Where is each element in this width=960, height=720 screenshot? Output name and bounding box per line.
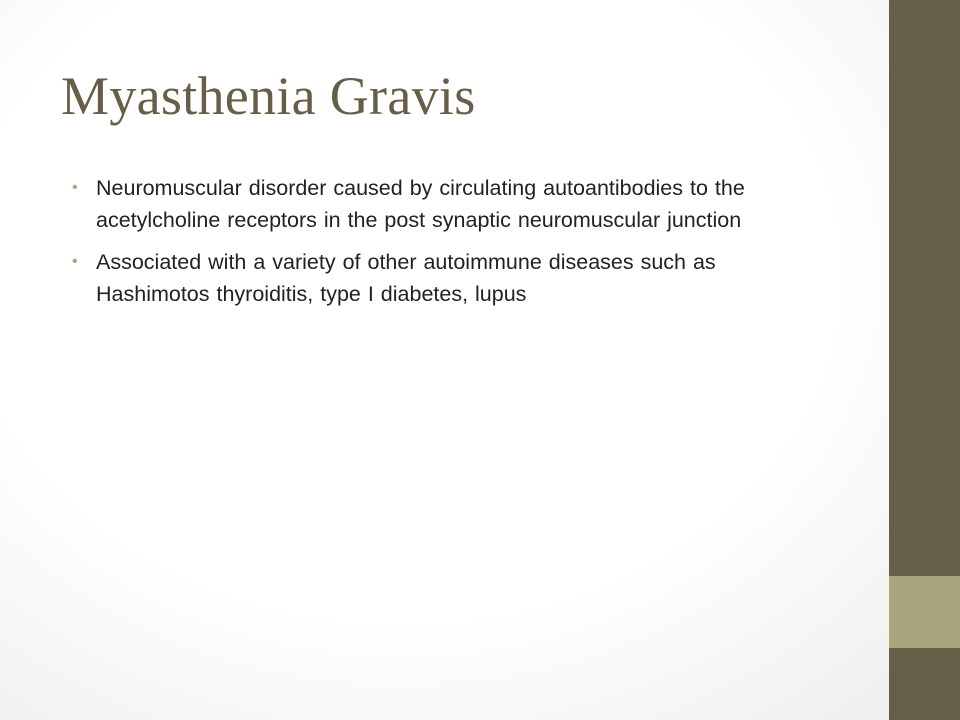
slide-title: Myasthenia Gravis [61, 66, 476, 126]
bullet-text: Associated with a variety of other autoimmune diseases such as Hashimotos thyroiditis, type I diabetes, lupus [96, 250, 716, 306]
decorative-sidebar-accent [889, 576, 960, 648]
bullet-icon: • [72, 179, 78, 196]
bullet-item [72, 246, 832, 310]
bullet-list [72, 172, 832, 320]
bullet-item [72, 172, 832, 236]
bullet-text: Neuromuscular disorder caused by circulating autoantibodies to the acetylcholine receptors in the post synaptic neuromuscular junction [96, 176, 745, 232]
bullet-icon: • [72, 253, 78, 270]
